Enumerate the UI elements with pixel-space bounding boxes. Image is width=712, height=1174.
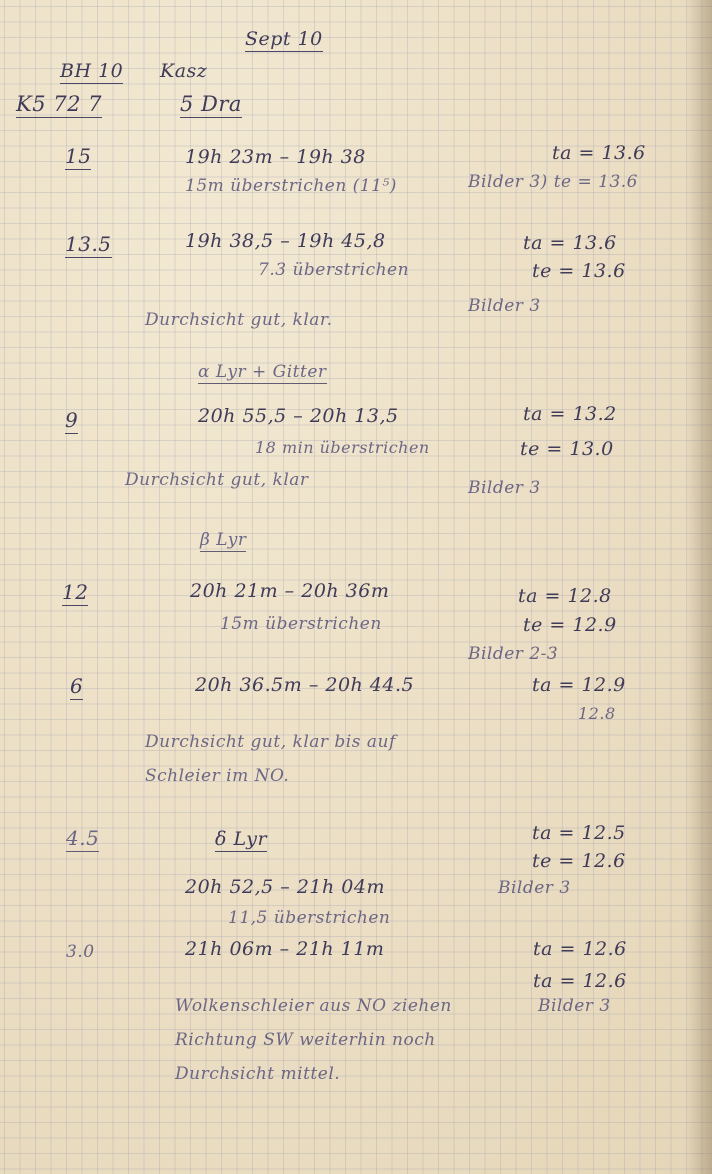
temp-a-7: ta = 12.6 (533, 938, 627, 960)
sweep-note-6: 11,5 überstrichen (228, 908, 391, 928)
remark-5b: Schleier im NO. (145, 766, 290, 786)
time-range-6: 20h 52,5 – 21h 04m (185, 876, 385, 898)
temp-a-6: ta = 12.5 (532, 822, 626, 844)
temp-e-3: te = 13.0 (520, 438, 614, 460)
temp-e-4: te = 12.9 (523, 614, 617, 636)
station-label: BH 10 (60, 60, 124, 82)
time-range-2: 19h 38,5 – 19h 45,8 (185, 230, 386, 252)
bilder-7: Bilder 3 (538, 996, 611, 1016)
time-range-3: 20h 55,5 – 20h 13,5 (198, 405, 399, 427)
bilder-3: Bilder 3 (468, 478, 541, 498)
remark-5a: Durchsicht gut, klar bis auf (145, 732, 396, 752)
remark-7c: Durchsicht mittel. (175, 1064, 341, 1084)
time-range-7: 21h 06m – 21h 11m (185, 938, 385, 960)
magnitude-6: 4.5 (66, 826, 100, 850)
magnitude-5: 6 (70, 674, 84, 698)
bilder-4: Bilder 2-3 (468, 644, 559, 664)
temp-e-7: ta = 12.6 (533, 970, 627, 992)
magnitude-4: 12 (62, 580, 89, 604)
star-heading-1: 5 Dra (180, 92, 242, 116)
temp-e-2: te = 13.6 (532, 260, 626, 282)
remark-7a: Wolkenschleier aus NO ziehen (175, 996, 452, 1016)
time-range-5: 20h 36.5m – 20h 44.5 (195, 674, 415, 696)
date-heading: Sept 10 (245, 28, 323, 50)
temp-a-4: ta = 12.8 (518, 585, 612, 607)
sweep-note-2: 7.3 überstrichen (258, 260, 410, 280)
time-range-1: 19h 23m – 19h 38 (185, 146, 366, 168)
magnitude-1: 15 (65, 144, 92, 168)
page-spine-shadow (686, 0, 712, 1174)
magnitude-2: 13.5 (65, 232, 112, 256)
camera-label: K5 72 7 (16, 92, 102, 116)
temp-e-1: Bilder 3) te = 13.6 (468, 172, 638, 192)
sweep-note-1: 15m überstrichen (11⁵) (185, 176, 397, 196)
star-heading-3: β Lyr (200, 530, 247, 550)
station-note: Kasz (160, 60, 208, 82)
magnitude-3: 9 (65, 408, 79, 432)
sweep-note-4: 15m überstrichen (220, 614, 382, 634)
temp-e-6: te = 12.6 (532, 850, 626, 872)
temp-e-5: 12.8 (578, 704, 616, 723)
temp-a-5: ta = 12.9 (532, 674, 626, 696)
star-heading-2: α Lyr + Gitter (198, 362, 327, 382)
remark-3: Durchsicht gut, klar (125, 470, 309, 490)
temp-a-3: ta = 13.2 (523, 403, 617, 425)
temp-a-1: ta = 13.6 (552, 142, 646, 164)
remark-7b: Richtung SW weiterhin noch (175, 1030, 436, 1050)
magnitude-7: 3.0 (66, 942, 95, 962)
sweep-note-3: 18 min überstrichen (255, 438, 430, 457)
bilder-2: Bilder 3 (468, 296, 541, 316)
bilder-6: Bilder 3 (498, 878, 571, 898)
time-range-4: 20h 21m – 20h 36m (190, 580, 390, 602)
star-heading-4: δ Lyr (215, 828, 268, 850)
remark-2: Durchsicht gut, klar. (145, 310, 333, 330)
temp-a-2: ta = 13.6 (523, 232, 617, 254)
